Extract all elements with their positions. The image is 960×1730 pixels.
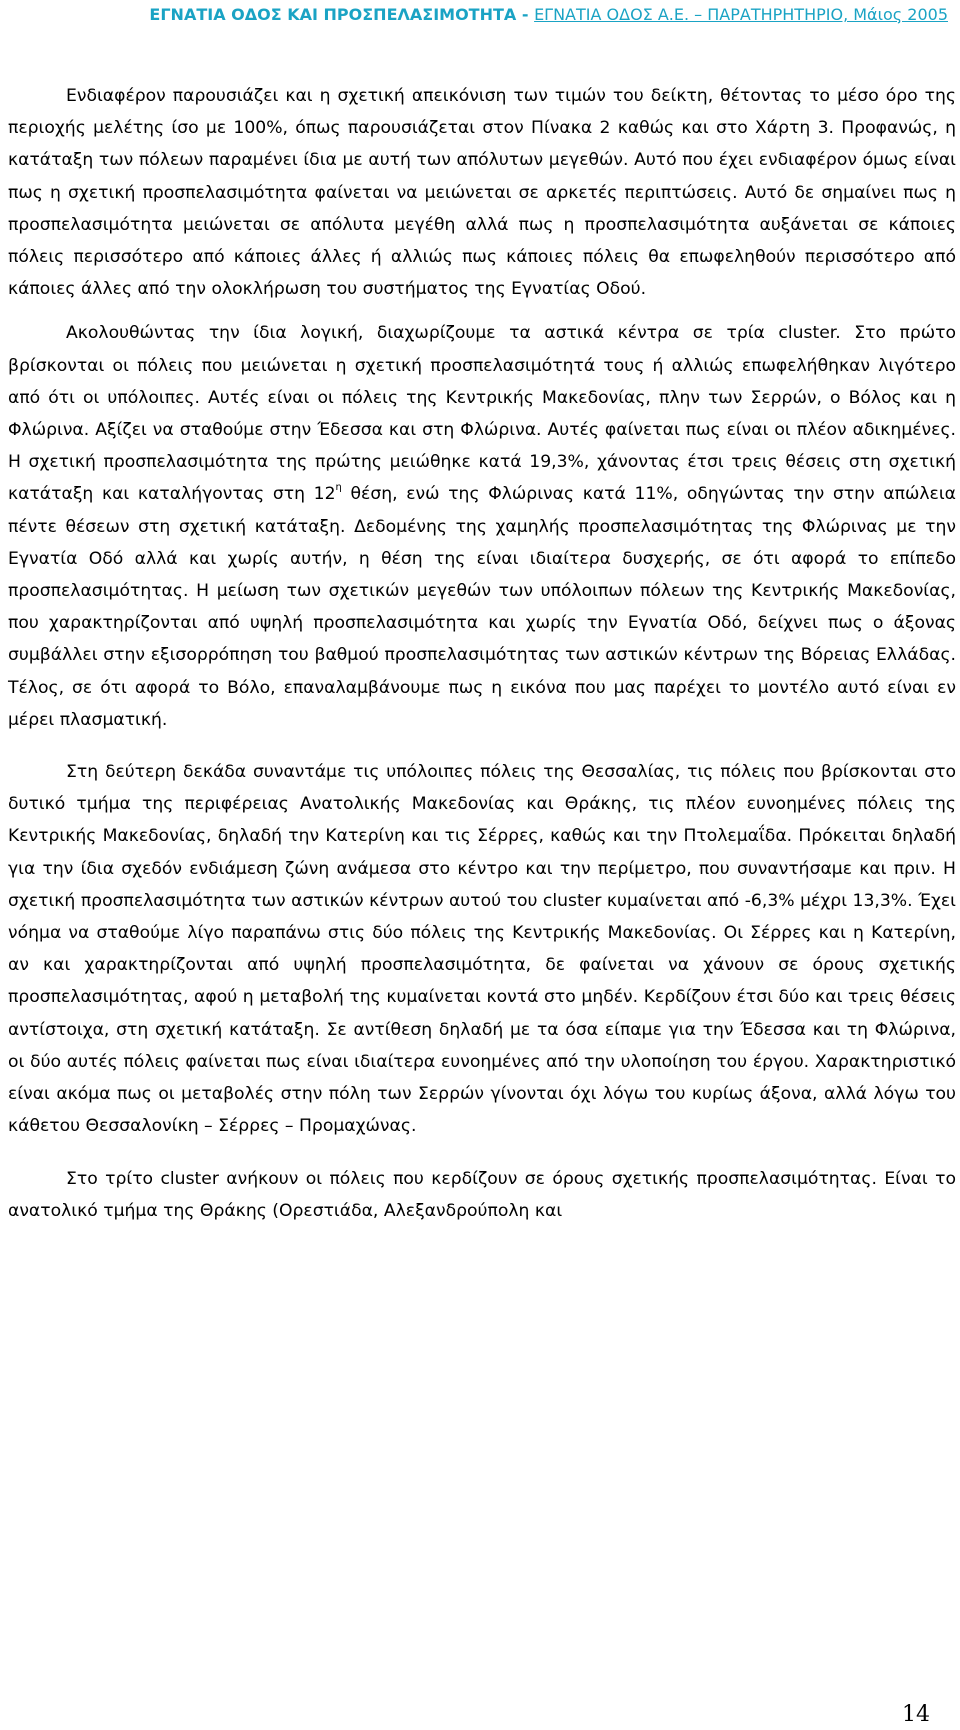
paragraph-3: Στη δεύτερη δεκάδα συναντάμε τις υπόλοιπες πόλεις της Θεσσαλίας, τις πόλεις που βρίσκονται στο δυτικό τμήμα της περιφέρειας Ανατολικής Μακεδονίας και Θράκης, τις πλέον ευνοημένες πόλεις της Κεντρικής Μακεδονίας, δηλαδή την Κατερίνη και τις Σέρρες, καθώς και την Πτολεμαΐδα. Πρόκειται δηλαδή για την ίδια σχεδόν ενδιάμεση ζώνη ανάμεσα στο κέντρο και την περίμετρο, που συναντήσαμε και πριν. Η σχετική προσπελασιμότητα των αστικών κέντρων αυτού του cluster κυμαίνεται από -6,3% μέχρι 13,3%. Έχει νόημα να σταθούμε λίγο παραπάνω στις δύο πόλεις της Κεντρικής Μακεδονίας. Οι Σέρρες και η Κατερίνη, αν και χαρακτηρίζονται από υψηλή προσπελασιμότητα, δε φαίνεται να χάνουν σε όρους σχετικής προσπελασιμότητας, αφού η μεταβολή της κυμαίνεται κοντά στο μηδέν. Κερδίζουν έτσι δύο και τρεις θέσεις αντίστοιχα, στη σχετική κατάταξη. Σε αντίθεση δηλαδή με τα όσα είπαμε για την Έδεσσα και τη Φλώρινα, οι δύο αυτές πόλεις φαίνεται πως είναι ιδιαίτερα ευνοημένες από την υλοποίηση του έργου. Χαρακτηριστικό είναι ακόμα πως οι μεταβολές στην πόλη των Σερρών γίνονται όχι λόγω του κυρίως άξονα, αλλά λόγω του κάθετου Θεσσαλονίκη – Σέρρες – Προμαχώνας.	[8, 762, 956, 1137]
running-header	[0, 5, 948, 25]
paragraph-2-part-1: Ακολουθώντας την ίδια λογική, διαχωρίζουμε τα αστικά κέντρα σε τρία cluster. Στο πρώτο βρίσκονται οι πόλεις που μειώνεται η σχετική προσπελασιμότητά τους ή αλλιώς επωφελήθηκαν λιγότερο από ότι οι υπόλοιπες. Αυτές είναι οι πόλεις της Κεντρικής Μακεδονίας, πλην των Σερρών, ο Βόλος και η Φλώρινα. Αξίζει να σταθούμε στην Έδεσσα και στη Φλώρινα. Αυτές φαίνεται πως είναι οι πλέον αδικημένες. Η σχετική προσπελασιμότητα της πρώτης μειώθηκε κατά 19,3%, χάνοντας έτσι τρεις θέσεις στη σχετική κατάταξη και καταλήγοντας στη 12	[8, 323, 956, 505]
header-title: ΕΓΝΑΤΙΑ ΟΔΟΣ ΚΑΙ ΠΡΟΣΠΕΛΑΣΙΜΟΤΗΤΑ	[149, 5, 517, 24]
header-link[interactable]: ΕΓΝΑΤΙΑ ΟΔΟΣ Α.Ε. – ΠΑΡΑΤΗΡΗΤΗΡΙΟ, Μάιος 2005	[534, 5, 948, 24]
paragraph-2-part-2: θέση, ενώ της Φλώρινας κατά 11%, οδηγώντας την στην απώλεια πέντε θέσεων στη σχετική κατάταξη. Δεδομένης της χαμηλής προσπελασιμότητας της Φλώρινας με την Εγνατία Οδό αλλά και χωρίς αυτήν, η θέση της είναι ιδιαίτερα δυσχερής, σε ότι αφορά το επίπεδο προσπελασιμότητας. Η μείωση των σχετικών μεγεθών των υπόλοιπων πόλεων της Κεντρικής Μακεδονίας, που χαρακτηρίζονται από υψηλή προσπελασιμότητα και χωρίς την Εγνατία Οδό, δείχνει πως ο άξονας συμβάλλει στην εξισορρόπηση του βαθμού προσπελασιμότητας των αστικών κέντρων της Βόρειας Ελλάδας. Τέλος, σε ότι αφορά το Βόλο, επαναλαμβάνουμε πως η εικόνα που μας παρέχει το μοντέλο αυτό είναι εν μέρει πλασματική.	[8, 484, 956, 730]
document-body	[8, 80, 956, 1227]
header-separator: -	[516, 5, 535, 24]
ordinal-superscript: η	[335, 482, 342, 494]
paragraph-1: Ενδιαφέρον παρουσιάζει και η σχετική απεικόνιση των τιμών του δείκτη, θέτοντας το μέσο όρο της περιοχής μελέτης ίσο με 100%, όπως παρουσιάζεται στον Πίνακα 2 καθώς και στο Χάρτη 3. Προφανώς, η κατάταξη των πόλεων παραμένει ίδια με αυτή των απόλυτων μεγεθών. Αυτό που έχει ενδιαφέρον όμως είναι πως η σχετική προσπελασιμότητα φαίνεται να μειώνεται σε αρκετές περιπτώσεις. Αυτό δε σημαίνει πως η προσπελασιμότητα μειώνεται σε απόλυτα μεγέθη αλλά πως η προσπελασιμότητα αυξάνεται σε κάποιες πόλεις περισσότερο από κάποιες άλλες ή αλλιώς πως κάποιες πόλεις θα επωφεληθούν περισσότερο από κάποιες άλλες από την ολοκλήρωση του συστήματος της Εγνατίας Οδού.	[8, 86, 956, 300]
paragraph-4: Στο τρίτο cluster ανήκουν οι πόλεις που κερδίζουν σε όρους σχετικής προσπελασιμότητας. Είναι το ανατολικό τμήμα της Θράκης (Ορεστιάδα, Αλεξανδρούπολη και	[8, 1168, 956, 1221]
page-number: 14	[902, 1702, 930, 1727]
paragraph-2	[8, 317, 956, 736]
